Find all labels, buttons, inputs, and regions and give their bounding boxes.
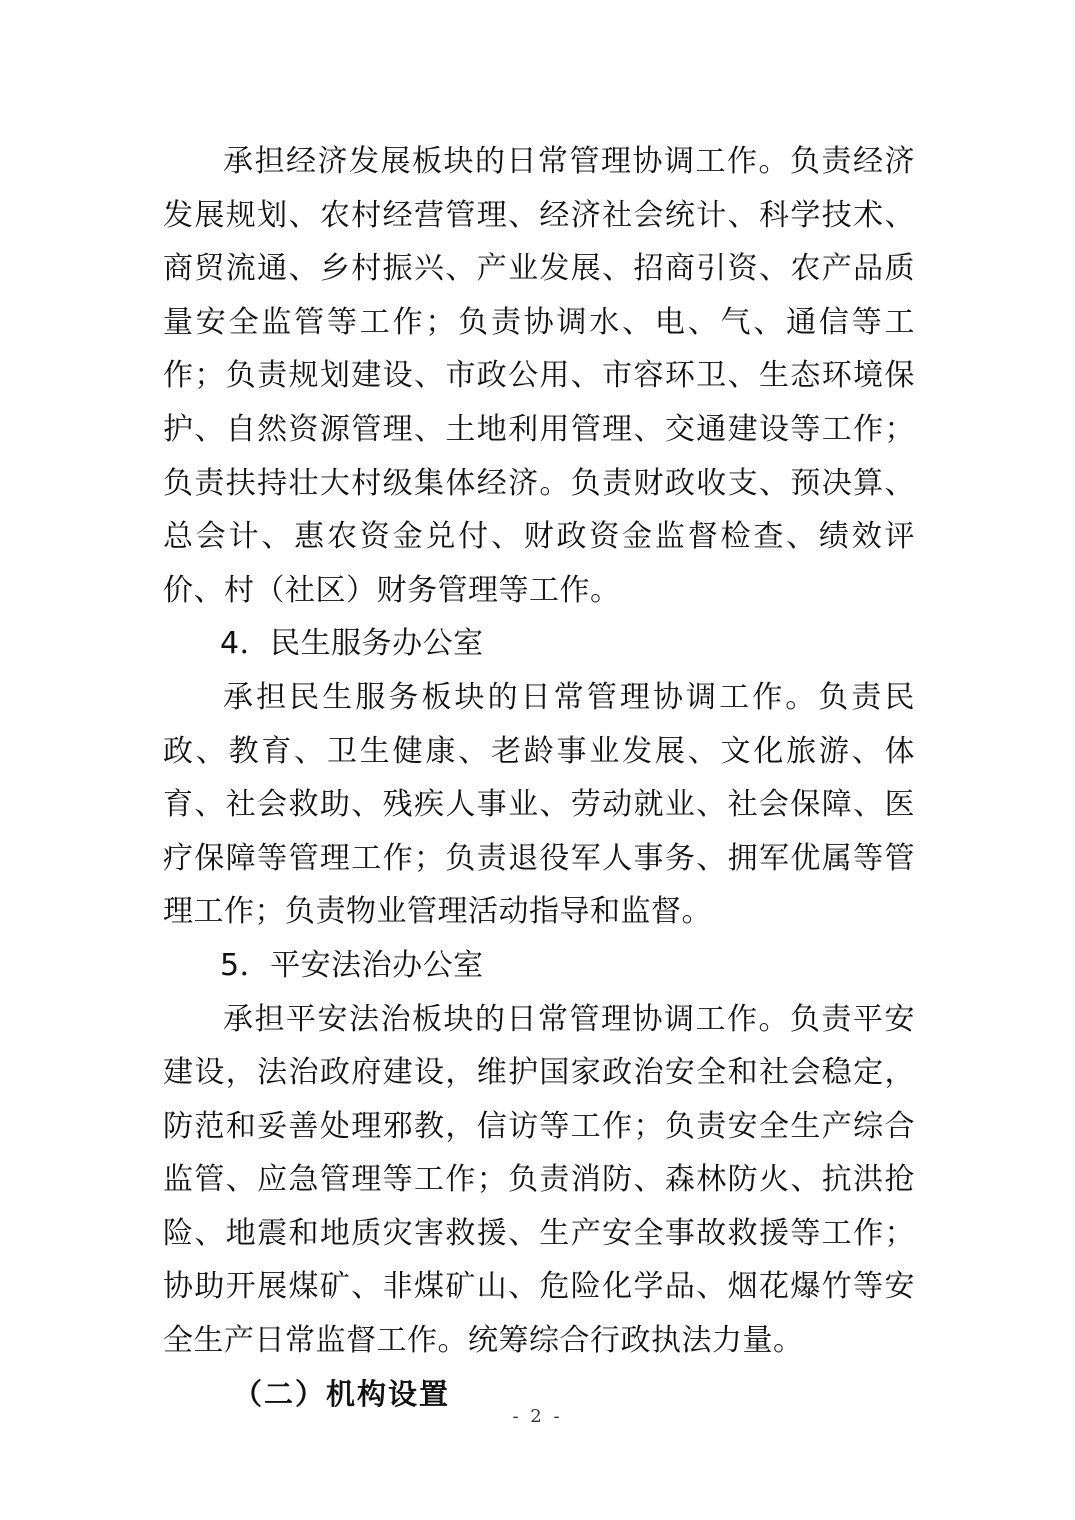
paragraph-economic-development: 承担经济发展板块的日常管理协调工作。负责经济发展规划、农村经营管理、经济社会统计、科学技术、商贸流通、乡村振兴、产业发展、招商引资、农产品质量安全监管等工作；负责协调水、电、气、通信等工作；负责规划建设、市政公用、市容环卫、生态环境保护、自然资源管理、土地利用管理、交通建设等工作；负责扶持壮大村级集体经济。负责财政收支、预决算、总会计、惠农资金兑付、财政资金监督检查、绩效评价、村（社区）财务管理等工作。 — [163, 144, 915, 608]
heading-livelihood-services-office: 4．民生服务办公室 — [220, 626, 484, 662]
heading-safety-rule-of-law-office: 5．平安法治办公室 — [220, 947, 484, 983]
paragraph-livelihood-services: 承担民生服务板块的日常管理协调工作。负责民政、教育、卫生健康、老龄事业发展、文化旅游、体育、社会救助、残疾人事业、劳动就业、社会保障、医疗保障等管理工作；负责退役军人事务、拥军优属等管理工作；负责物业管理活动指导和监督。 — [163, 679, 915, 930]
document-body — [163, 135, 915, 1421]
section-heading-organization-setup: （二）机构设置 — [233, 1376, 451, 1411]
page-number: - 2 - — [512, 1406, 563, 1427]
paragraph-safety-rule-of-law: 承担平安法治板块的日常管理协调工作。负责平安建设，法治政府建设，维护国家政治安全和社会稳定，防范和妥善处理邪教，信访等工作；负责安全生产综合监管、应急管理等工作；负责消防、森林防火、抗洪抢险、地震和地质灾害救援、生产安全事故救援等工作；协助开展煤矿、非煤矿山、危险化学品、烟花爆竹等安全生产日常监督工作。统筹综合行政执法力量。 — [163, 1001, 915, 1359]
